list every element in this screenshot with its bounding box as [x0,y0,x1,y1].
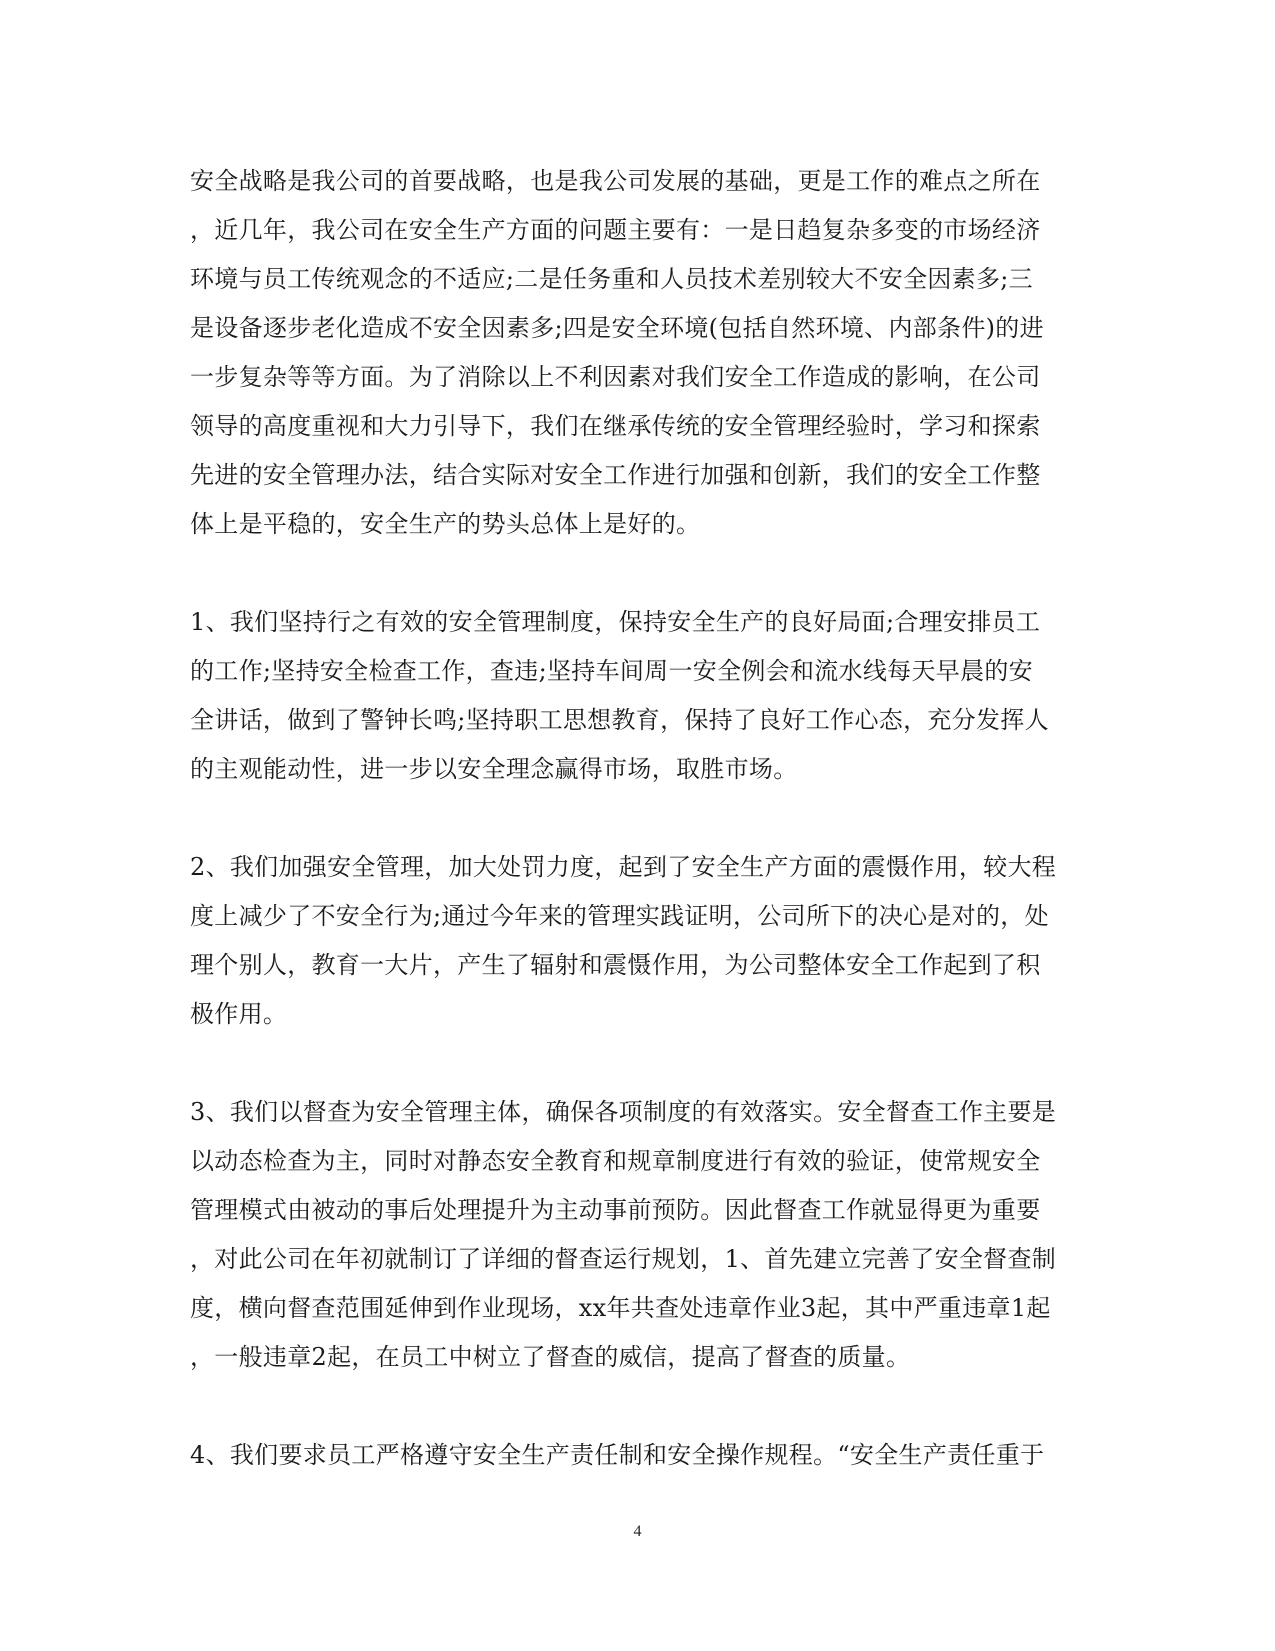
text-line: ，一般违章2起，在员工中树立了督查的威信，提高了督查的质量。 [190,1343,911,1371]
paragraph-item-4 [190,1431,1080,1480]
paragraph-item-3 [190,1088,1080,1382]
text-line: 3、我们以督查为安全管理主体，确保各项制度的有效落实。安全督查工作主要是 [190,1098,1057,1126]
text-line: 领导的高度重视和大力引导下，我们在继承传统的安全管理经验时，学习和探索 [190,412,1041,440]
text-line: 一步复杂等等方面。为了消除以上不利因素对我们安全工作造成的影响，在公司 [190,363,1041,391]
paragraph-gap [190,1039,1080,1088]
paragraph-item-2 [190,843,1080,1039]
text-line: 极作用。 [190,1000,288,1028]
paragraph-gap [190,549,1080,598]
text-line: 度，横向督查范围延伸到作业现场，xx年共查处违章作业3起，其中严重违章1起 [190,1294,1051,1322]
text-line: 2、我们加强安全管理，加大处罚力度，起到了安全生产方面的震慑作用，较大程 [190,853,1057,881]
text-line: ，对此公司在年初就制订了详细的督查运行规划，1、首先建立完善了安全督查制 [190,1245,1057,1273]
text-line: ，近几年，我公司在安全生产方面的问题主要有：一是日趋复杂多变的市场经济 [190,216,1041,244]
page-number: 4 [633,1523,642,1540]
text-line: 先进的安全管理办法，结合实际对安全工作进行加强和创新，我们的安全工作整 [190,461,1041,489]
paragraph-intro [190,157,1080,549]
paragraph-gap [190,794,1080,843]
text-line: 管理模式由被动的事后处理提升为主动事前预防。因此督查工作就显得更为重要 [190,1196,1041,1224]
document-body [190,157,1080,1480]
text-line: 理个别人，教育一大片，产生了辐射和震慑作用，为公司整体安全工作起到了积 [190,951,1041,979]
text-line: 是设备逐步老化造成不安全因素多;四是安全环境(包括自然环境、内部条件)的进 [190,314,1044,342]
text-line: 的主观能动性，进一步以安全理念赢得市场，取胜市场。 [190,755,798,783]
paragraph-item-1 [190,598,1080,794]
text-line: 环境与员工传统观念的不适应;二是任务重和人员技术差别较大不安全因素多;三 [190,265,1033,293]
text-line: 全讲话，做到了警钟长鸣;坚持职工思想教育，保持了良好工作心态，充分发挥人 [190,706,1049,734]
text-line: 安全战略是我公司的首要战略，也是我公司发展的基础，更是工作的难点之所在 [190,167,1041,195]
paragraph-gap [190,1382,1080,1431]
text-line: 的工作;坚持安全检查工作，查违;坚持车间周一安全例会和流水线每天早晨的安 [190,657,1033,685]
text-line: 以动态检查为主，同时对静态安全教育和规章制度进行有效的验证，使常规安全 [190,1147,1041,1175]
text-line: 1、我们坚持行之有效的安全管理制度，保持安全生产的良好局面;合理安排员工 [190,608,1041,636]
text-line: 4、我们要求员工严格遵守安全生产责任制和安全操作规程。“安全生产责任重于 [190,1441,1045,1469]
text-line: 度上减少了不安全行为;通过今年来的管理实践证明，公司所下的决心是对的，处 [190,902,1049,930]
text-line: 体上是平稳的，安全生产的势头总体上是好的。 [190,510,701,538]
